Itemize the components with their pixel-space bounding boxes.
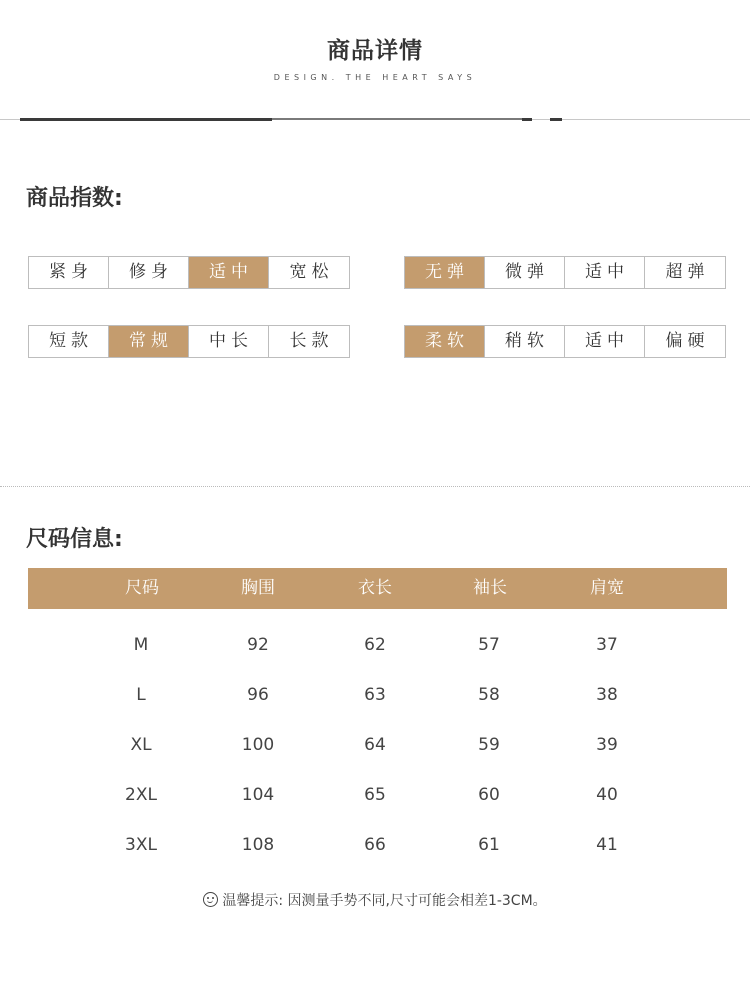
index-option: 偏硬 [665, 331, 710, 351]
index-option: 稍软 [485, 326, 565, 357]
index-option: 短款 [29, 326, 109, 357]
measurement-note [0, 890, 750, 910]
index-option: 微弹 [485, 257, 565, 288]
index-option: 中长 [189, 326, 269, 357]
column-header: 尺码 [125, 578, 159, 598]
softness-index-row [404, 325, 726, 358]
table-cell: 41 [596, 835, 618, 855]
table-row [28, 720, 727, 770]
table-cell: 64 [364, 735, 386, 755]
column-header: 胸围 [241, 578, 275, 598]
index-option: 柔软 [405, 326, 485, 357]
table-cell: 65 [364, 785, 386, 805]
table-cell: 63 [364, 685, 386, 705]
table-row [28, 620, 727, 670]
column-header: 袖长 [473, 578, 507, 598]
index-option: 修身 [109, 257, 189, 288]
table-cell: 60 [478, 785, 500, 805]
index-option: 适中 [565, 257, 645, 288]
column-header: 衣长 [358, 578, 392, 598]
table-cell: 39 [596, 735, 618, 755]
table-cell: 58 [478, 685, 500, 705]
table-cell: 66 [364, 835, 386, 855]
elasticity-index-row [404, 256, 726, 289]
table-cell: 108 [241, 835, 275, 855]
index-option: 长款 [289, 331, 334, 351]
table-cell: 2XL [125, 785, 157, 805]
size-section-title: 尺码信息: [26, 527, 123, 552]
table-cell: 92 [247, 635, 269, 655]
index-option: 紧身 [29, 257, 109, 288]
size-table-header [28, 568, 727, 609]
section-divider [0, 486, 750, 487]
page-subtitle: DESIGN. THE HEART SAYS [273, 73, 477, 82]
index-option: 适中 [565, 326, 645, 357]
table-cell: 96 [247, 685, 269, 705]
column-header: 肩宽 [590, 578, 624, 598]
fit-index-row [28, 256, 350, 289]
table-cell: 62 [364, 635, 386, 655]
table-cell: 100 [241, 735, 275, 755]
table-cell: 61 [478, 835, 500, 855]
length-index-row [28, 325, 350, 358]
table-cell: 37 [596, 635, 618, 655]
table-cell: XL [130, 735, 152, 755]
table-cell: 40 [596, 785, 618, 805]
index-option: 超弹 [665, 262, 710, 282]
index-section-title: 商品指数: [26, 186, 123, 211]
table-cell: M [133, 635, 149, 655]
table-cell: 38 [596, 685, 618, 705]
table-row [28, 670, 727, 720]
smile-icon [203, 892, 218, 907]
index-option: 常规 [109, 326, 189, 357]
note-text: 温馨提示: 因测量手势不同,尺寸可能会相差1-3CM。 [222, 893, 547, 909]
index-option: 宽松 [289, 262, 334, 282]
table-cell: 59 [478, 735, 500, 755]
decorative-divider [0, 117, 750, 123]
table-cell: 104 [241, 785, 275, 805]
table-cell: 57 [478, 635, 500, 655]
table-row [28, 770, 727, 820]
index-option: 无弹 [405, 257, 485, 288]
page-title: 商品详情 [327, 38, 423, 64]
table-row [28, 820, 727, 870]
index-option: 适中 [189, 257, 269, 288]
table-cell: L [136, 685, 146, 705]
table-cell: 3XL [125, 835, 157, 855]
